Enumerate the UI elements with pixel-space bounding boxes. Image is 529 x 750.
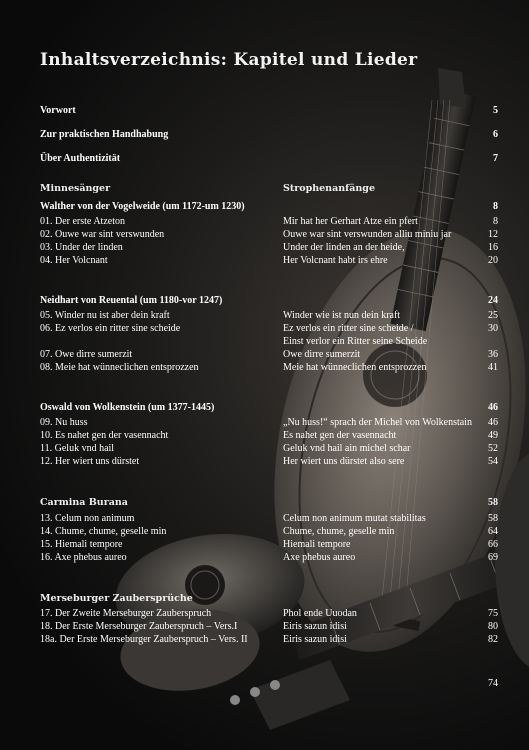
author-name: Walther von der Vogelweide (um 1172-um 1230) xyxy=(40,201,245,212)
song-row xyxy=(40,309,498,323)
toc-page: 52 xyxy=(488,443,498,454)
toc-page: 46 xyxy=(488,417,498,428)
song-incipit: Winder wie ist nun dein kraft xyxy=(283,310,401,321)
song-row xyxy=(40,348,498,362)
song-title: 11. Geluk vnd hail xyxy=(40,443,115,454)
song-row xyxy=(40,416,498,430)
song-title: 16. Axe phebus aureo xyxy=(40,552,127,563)
toc-page: 8 xyxy=(493,201,498,212)
section-right-label: Strophenanfänge xyxy=(283,183,375,194)
author-name: Oswald von Wolkenstein (um 1377-1445) xyxy=(40,402,215,413)
song-title: 18a. Der Erste Merseburger Zauberspruch – Vers. II xyxy=(40,634,248,645)
section-label: Merseburger Zaubersprüche xyxy=(40,593,193,604)
toc-page: 24 xyxy=(488,295,498,306)
toc-label: Vorwort xyxy=(40,105,76,116)
section-label: Minnesänger xyxy=(40,183,111,194)
section-header-merseburger xyxy=(40,592,498,606)
toc-page: 69 xyxy=(488,552,498,563)
song-row-continuation xyxy=(40,335,498,349)
song-title: 07. Owe dirre sumerzit xyxy=(40,349,133,360)
song-incipit: Her wiert uns dürstet also sere xyxy=(283,456,405,467)
song-title: 15. Hiemali tempore xyxy=(40,539,123,550)
song-title: 14. Chume, chume, geselle min xyxy=(40,526,167,537)
toc-label: Über Authentizität xyxy=(40,153,121,164)
song-row xyxy=(40,455,498,469)
song-title: 12. Her wiert uns dürstet xyxy=(40,456,140,467)
toc-page: 7 xyxy=(493,153,498,164)
toc-page: 58 xyxy=(488,513,498,524)
toc-page: 8 xyxy=(493,216,498,227)
toc-page: 16 xyxy=(488,242,498,253)
song-title: 10. Es nahet gen der vasennacht xyxy=(40,430,169,441)
song-title: 01. Der erste Atzeton xyxy=(40,216,125,227)
section-header-carmina xyxy=(40,496,498,510)
song-incipit: Under der linden an der heide, xyxy=(283,242,405,253)
song-row xyxy=(40,429,498,443)
song-row xyxy=(40,361,498,375)
toc-page: 12 xyxy=(488,229,498,240)
toc-page: 66 xyxy=(488,539,498,550)
toc-page: 82 xyxy=(488,634,498,645)
song-row xyxy=(40,241,498,255)
toc-page: 6 xyxy=(493,129,498,140)
song-incipit: Geluk vnd hail ain michel schar xyxy=(283,443,411,454)
song-row xyxy=(40,215,498,229)
song-incipit: Hiemali tempore xyxy=(283,539,351,550)
song-row xyxy=(40,512,498,526)
song-row xyxy=(40,551,498,565)
song-title: 17. Der Zweite Merseburger Zauberspruch xyxy=(40,608,212,619)
toc-page: 41 xyxy=(488,362,498,373)
song-title: 05. Winder nu ist aber dein kraft xyxy=(40,310,170,321)
song-incipit: Celum non animum mutat stabilitas xyxy=(283,513,426,524)
song-row xyxy=(40,228,498,242)
song-incipit: Ez verlos ein ritter sine scheide / xyxy=(283,323,414,334)
toc-page: 30 xyxy=(488,323,498,334)
song-incipit: Her Volcnant habt irs ehre xyxy=(283,255,388,266)
song-incipit: Ouwe war sint verswunden alliu miniu jar xyxy=(283,229,452,240)
song-title: 13. Celum non animum xyxy=(40,513,135,524)
toc-page: 80 xyxy=(488,621,498,632)
song-incipit: Owe dirre sumerzit xyxy=(283,349,361,360)
toc-page: 58 xyxy=(488,497,498,508)
song-row xyxy=(40,442,498,456)
song-title: 03. Under der linden xyxy=(40,242,123,253)
song-incipit: Meie hat wünneclichen entsprozzen xyxy=(283,362,427,373)
song-row xyxy=(40,620,498,634)
song-incipit: Chume, chume, geselle min xyxy=(283,526,395,537)
section-label: Carmina Burana xyxy=(40,497,128,508)
toc-row xyxy=(40,152,498,166)
song-row xyxy=(40,322,498,336)
toc-page: 46 xyxy=(488,402,498,413)
toc-label: Zur praktischen Handhabung xyxy=(40,129,169,140)
author-row xyxy=(40,200,498,214)
section-page-row xyxy=(40,677,498,691)
song-incipit: Eiris sazun idisi xyxy=(283,621,347,632)
toc-row xyxy=(40,104,498,118)
author-row xyxy=(40,401,498,415)
song-row xyxy=(40,525,498,539)
song-incipit: Axe phebus aureo xyxy=(283,552,356,563)
song-incipit: Mir hat her Gerhart Atze ein pfert xyxy=(283,216,418,227)
song-row xyxy=(40,254,498,268)
song-incipit: „Nu huss!“ sprach der Michel von Wolkenstain xyxy=(283,417,472,428)
song-title: 02. Ouwe war sint verswunden xyxy=(40,229,165,240)
toc-page: 54 xyxy=(488,456,498,467)
song-incipit: Einst verlor ein Ritter seine Scheide xyxy=(283,336,428,347)
section-header-minnesaenger xyxy=(40,182,498,196)
toc-page: 36 xyxy=(488,349,498,360)
song-title: 04. Her Volcnant xyxy=(40,255,108,266)
song-title: 18. Der Erste Merseburger Zauberspruch – Vers.I xyxy=(40,621,238,632)
toc-page: 5 xyxy=(493,105,498,116)
toc-page: 49 xyxy=(488,430,498,441)
song-row xyxy=(40,538,498,552)
toc-page: 64 xyxy=(488,526,498,537)
song-row xyxy=(40,607,498,621)
toc-page: 75 xyxy=(488,608,498,619)
page-title: Inhaltsverzeichnis: Kapitel und Lieder xyxy=(40,50,418,70)
toc-page: 25 xyxy=(488,310,498,321)
song-incipit: Eiris sazun idisi xyxy=(283,634,347,645)
author-name: Neidhart von Reuental (um 1180-vor 1247) xyxy=(40,295,223,306)
toc-page: 74 xyxy=(488,678,498,689)
song-incipit: Phol ende Uuodan xyxy=(283,608,357,619)
song-incipit: Es nahet gen der vasennacht xyxy=(283,430,397,441)
author-row xyxy=(40,294,498,308)
song-title: 09. Nu huss xyxy=(40,417,88,428)
song-title: 06. Ez verlos ein ritter sine scheide xyxy=(40,323,181,334)
song-title: 08. Meie hat wünneclichen entsprozzen xyxy=(40,362,199,373)
toc-row xyxy=(40,128,498,142)
toc-page: 20 xyxy=(488,255,498,266)
song-row xyxy=(40,633,498,647)
